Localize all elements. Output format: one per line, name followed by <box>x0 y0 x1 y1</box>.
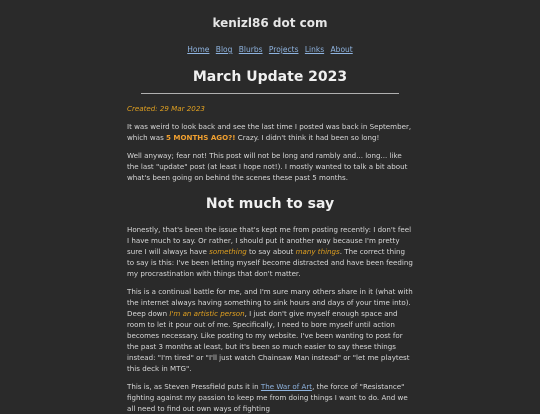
post-created-date: Created: 29 Mar 2023 <box>127 104 205 113</box>
emphasis-artistic: I'm an artistic person <box>169 309 245 318</box>
paragraph-resistance <box>127 381 413 414</box>
text: This is, as Steven Pressfield puts it in <box>127 382 261 391</box>
nav-blog[interactable]: Blog <box>215 45 233 54</box>
nav-blurbs[interactable]: Blurbs <box>238 45 263 54</box>
section-heading: Not much to say <box>205 196 335 212</box>
site-title: kenizl86 dot com <box>212 16 328 30</box>
text: Honestly, that's been the issue that's kept me from posting recently: I don't feel I have much to say. Or rather, I should put it another way because I'm pretty sure I will always have <box>127 225 412 256</box>
text: This is a continual battle for me, and I'm sure many others share in it (what with the internet always having something to sink hours and days of your time into). Deep down <box>127 287 413 318</box>
nav-home[interactable]: Home <box>187 45 210 54</box>
paragraph-honestly <box>127 224 413 279</box>
war-of-art-link[interactable]: The War of Art <box>260 382 313 391</box>
post-title: March Update 2023 <box>192 69 348 85</box>
nav-links[interactable]: Links <box>304 45 325 54</box>
paragraph-fear-not: Well anyway; fear not! This post will not be long and rambly and... long... like the last "update" post (at least I hope not!). I mostly wanted to talk a bit about what's been going on behind the scenes these past 5 months. <box>127 151 408 182</box>
main-nav <box>0 45 540 55</box>
text: It was weird to look back and see the last time I posted was back in September, which was <box>127 122 412 142</box>
paragraph-intro <box>127 121 413 143</box>
text: Crazy. I didn't think it had been so long! <box>235 133 380 142</box>
title-divider <box>141 93 399 94</box>
text: , I just don't give myself enough space and room to let it pour out of me. Specifically, I need to bore myself until action becomes necessary. Like posting to my website. I've been wanting to post for the past 3 months at least, but it's been so much easier to say these things instead: "I'm tired" or "I'll just watch Chainsaw Man instead" or "let me playtest this deck in MTG". <box>127 309 410 373</box>
highlight-months: 5 MONTHS AGO?! <box>166 133 236 142</box>
paragraph-battle <box>127 286 413 374</box>
text: to say about <box>246 247 296 256</box>
nav-about[interactable]: About <box>330 45 353 54</box>
text: , the force of "Resistance" fighting against my passion to keep me from doing things I want to do. And we all need to find out own ways of fighting <box>127 382 408 413</box>
emphasis-many-things: many things <box>295 247 340 256</box>
text: . The correct thing to say is this: I've been letting myself become distracted and have been feeding my procrastination with things that don't matter. <box>127 247 413 278</box>
nav-projects[interactable]: Projects <box>268 45 299 54</box>
emphasis-something: something <box>209 247 247 256</box>
post-content <box>127 103 413 414</box>
